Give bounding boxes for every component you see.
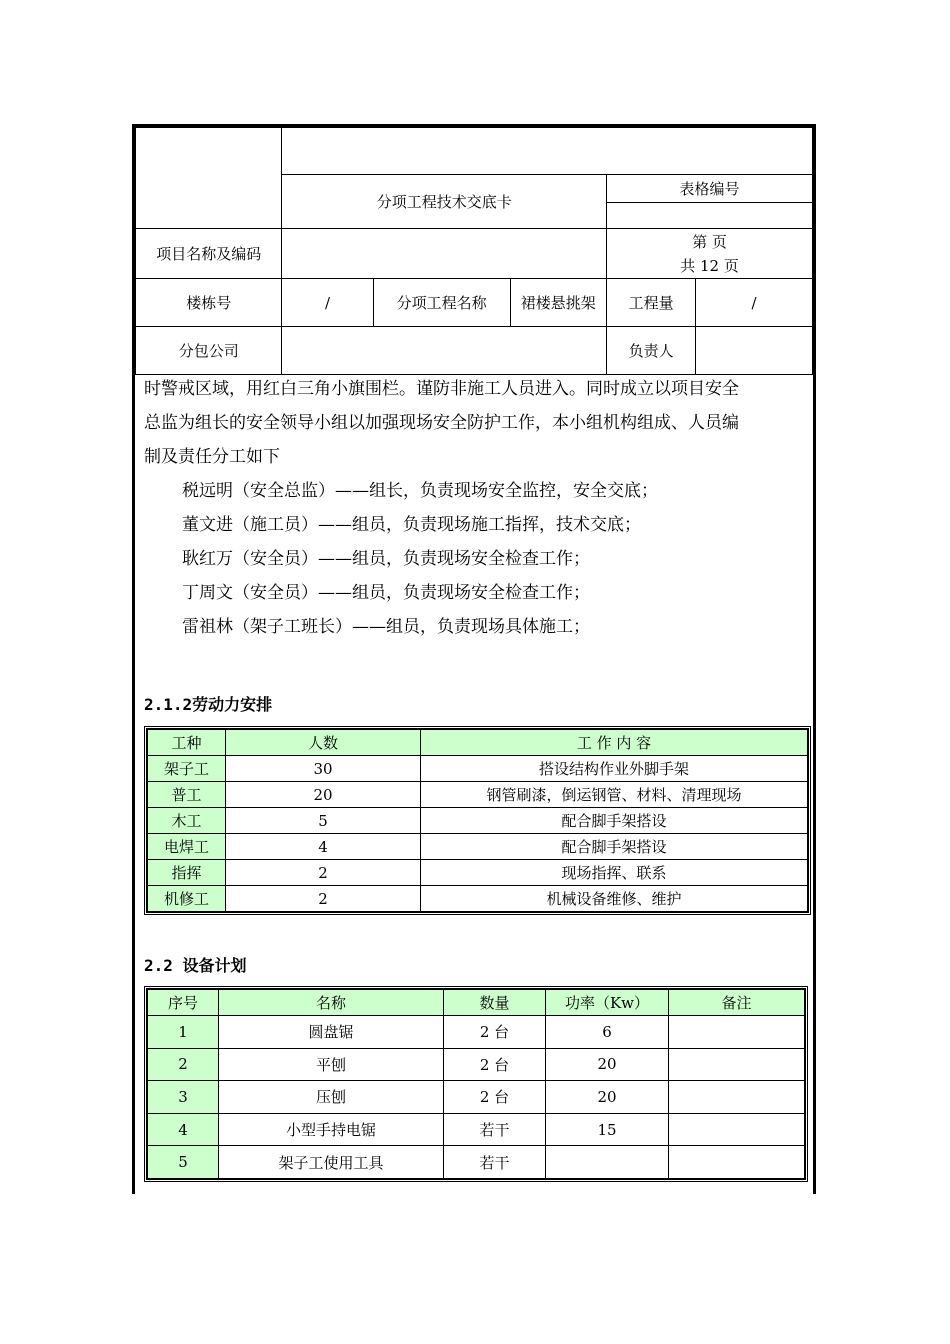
power-cell: 20 [546, 1048, 669, 1081]
no-cell: 5 [148, 1146, 219, 1179]
no-cell: 2 [148, 1048, 219, 1081]
content-cell: 配合脚手架搭设 [421, 808, 808, 834]
table-row [148, 834, 808, 860]
labor-header-cell: 人数 [226, 730, 421, 756]
responsible-label: 负责人 [607, 327, 696, 375]
no-cell: 4 [148, 1113, 219, 1146]
labor-section-title: 劳动力安排 [192, 695, 273, 714]
table-row [148, 860, 808, 886]
page-total: 共 12 页 [680, 256, 739, 275]
paragraph-line: 总监为组长的安全领导小组以加强现场安全防护工作，本小组机构组成、人员编 [144, 413, 739, 433]
qty-cell: 2 台 [444, 1048, 546, 1081]
subitem-label: 分项工程名称 [373, 279, 510, 327]
trade-cell: 普工 [148, 782, 226, 808]
equipment-heading [144, 953, 247, 976]
trade-cell: 木工 [148, 808, 226, 834]
table-row [148, 1146, 805, 1179]
form-no-value [607, 203, 813, 229]
qty-cell: 2 台 [444, 1016, 546, 1049]
power-cell: 20 [546, 1081, 669, 1114]
name-cell: 架子工使用工具 [219, 1146, 444, 1179]
labor-header-cell: 工种 [148, 730, 226, 756]
member-line: 税远明（安全总监）——组长，负责现场安全监控，安全交底； [182, 481, 658, 501]
trade-cell: 架子工 [148, 756, 226, 782]
remark-cell [669, 1016, 805, 1049]
member-line: 董文进（施工员）——组员，负责现场施工指挥，技术交底； [182, 515, 641, 535]
safety-paragraph [144, 372, 814, 644]
building-label: 楼栋号 [136, 279, 282, 327]
content-cell: 机械设备维修、维护 [421, 886, 808, 912]
paragraph-line: 时警戒区域，用红白三角小旗围栏。谨防非施工人员进入。同时成立以项目安全 [144, 379, 739, 399]
qty-cell: 若干 [444, 1146, 546, 1179]
member-line: 丁周文（安全员）——组员，负责现场安全检查工作； [182, 583, 590, 603]
form-no-label: 表格编号 [607, 175, 813, 203]
paragraph-line: 制及责任分工如下 [144, 447, 280, 467]
equipment-header-cell: 功率（Kw） [546, 990, 669, 1016]
blank-title-cell [282, 128, 813, 175]
project-value [282, 229, 607, 279]
labor-heading [144, 692, 272, 715]
table-row [148, 1113, 805, 1146]
trade-cell: 机修工 [148, 886, 226, 912]
name-cell: 圆盘锯 [219, 1016, 444, 1049]
qty-cell: 2 台 [444, 1081, 546, 1114]
responsible-value [696, 327, 813, 375]
equipment-section-title: 设备计划 [182, 956, 247, 975]
content-cell: 钢管刷漆，倒运钢管、材料、清理现场 [421, 782, 808, 808]
count-cell: 2 [226, 860, 421, 886]
content-cell: 配合脚手架搭设 [421, 834, 808, 860]
name-cell: 小型手持电锯 [219, 1113, 444, 1146]
equipment-header-cell: 备注 [669, 990, 805, 1016]
table-row [148, 782, 808, 808]
table-row [148, 886, 808, 912]
equipment-section-number: 2.2 [144, 956, 183, 975]
remark-cell [669, 1146, 805, 1179]
table-row [148, 1048, 805, 1081]
remark-cell [669, 1081, 805, 1114]
table-row [148, 1016, 805, 1049]
page-info [607, 229, 813, 279]
subcontractor-label: 分包公司 [136, 327, 282, 375]
labor-section-number: 2.1.2 [144, 695, 193, 714]
count-cell: 2 [226, 886, 421, 912]
card-title: 分项工程技术交底卡 [282, 175, 607, 229]
member-line: 雷祖林（架子工班长）——组员，负责现场具体施工； [182, 617, 590, 637]
building-value: / [282, 279, 373, 327]
equipment-table [144, 986, 808, 1182]
member-line: 耿红万（安全员）——组员，负责现场安全检查工作； [182, 549, 590, 569]
table-row [148, 808, 808, 834]
page-number: 第 页 [692, 232, 727, 251]
quantity-value: / [696, 279, 813, 327]
table-row [148, 1081, 805, 1114]
remark-cell [669, 1113, 805, 1146]
content-cell: 现场指挥、联系 [421, 860, 808, 886]
no-cell: 3 [148, 1081, 219, 1114]
power-cell: 15 [546, 1113, 669, 1146]
content-cell: 搭设结构作业外脚手架 [421, 756, 808, 782]
project-label: 项目名称及编码 [136, 229, 282, 279]
quantity-label: 工程量 [607, 279, 696, 327]
equipment-header-cell: 序号 [148, 990, 219, 1016]
trade-cell: 电焊工 [148, 834, 226, 860]
name-cell: 平刨 [219, 1048, 444, 1081]
labor-table [144, 726, 811, 915]
equipment-header-cell: 名称 [219, 990, 444, 1016]
header-table [135, 127, 813, 375]
count-cell: 4 [226, 834, 421, 860]
count-cell: 20 [226, 782, 421, 808]
trade-cell: 指挥 [148, 860, 226, 886]
labor-header-cell: 工 作 内 容 [421, 730, 808, 756]
count-cell: 30 [226, 756, 421, 782]
table-row [148, 756, 808, 782]
subitem-value: 裙楼悬挑架 [510, 279, 607, 327]
subcontractor-value [282, 327, 607, 375]
power-cell: 6 [546, 1016, 669, 1049]
equipment-header-cell: 数量 [444, 990, 546, 1016]
power-cell [546, 1146, 669, 1179]
no-cell: 1 [148, 1016, 219, 1049]
count-cell: 5 [226, 808, 421, 834]
qty-cell: 若干 [444, 1113, 546, 1146]
name-cell: 压刨 [219, 1081, 444, 1114]
remark-cell [669, 1048, 805, 1081]
logo-cell [136, 128, 282, 229]
